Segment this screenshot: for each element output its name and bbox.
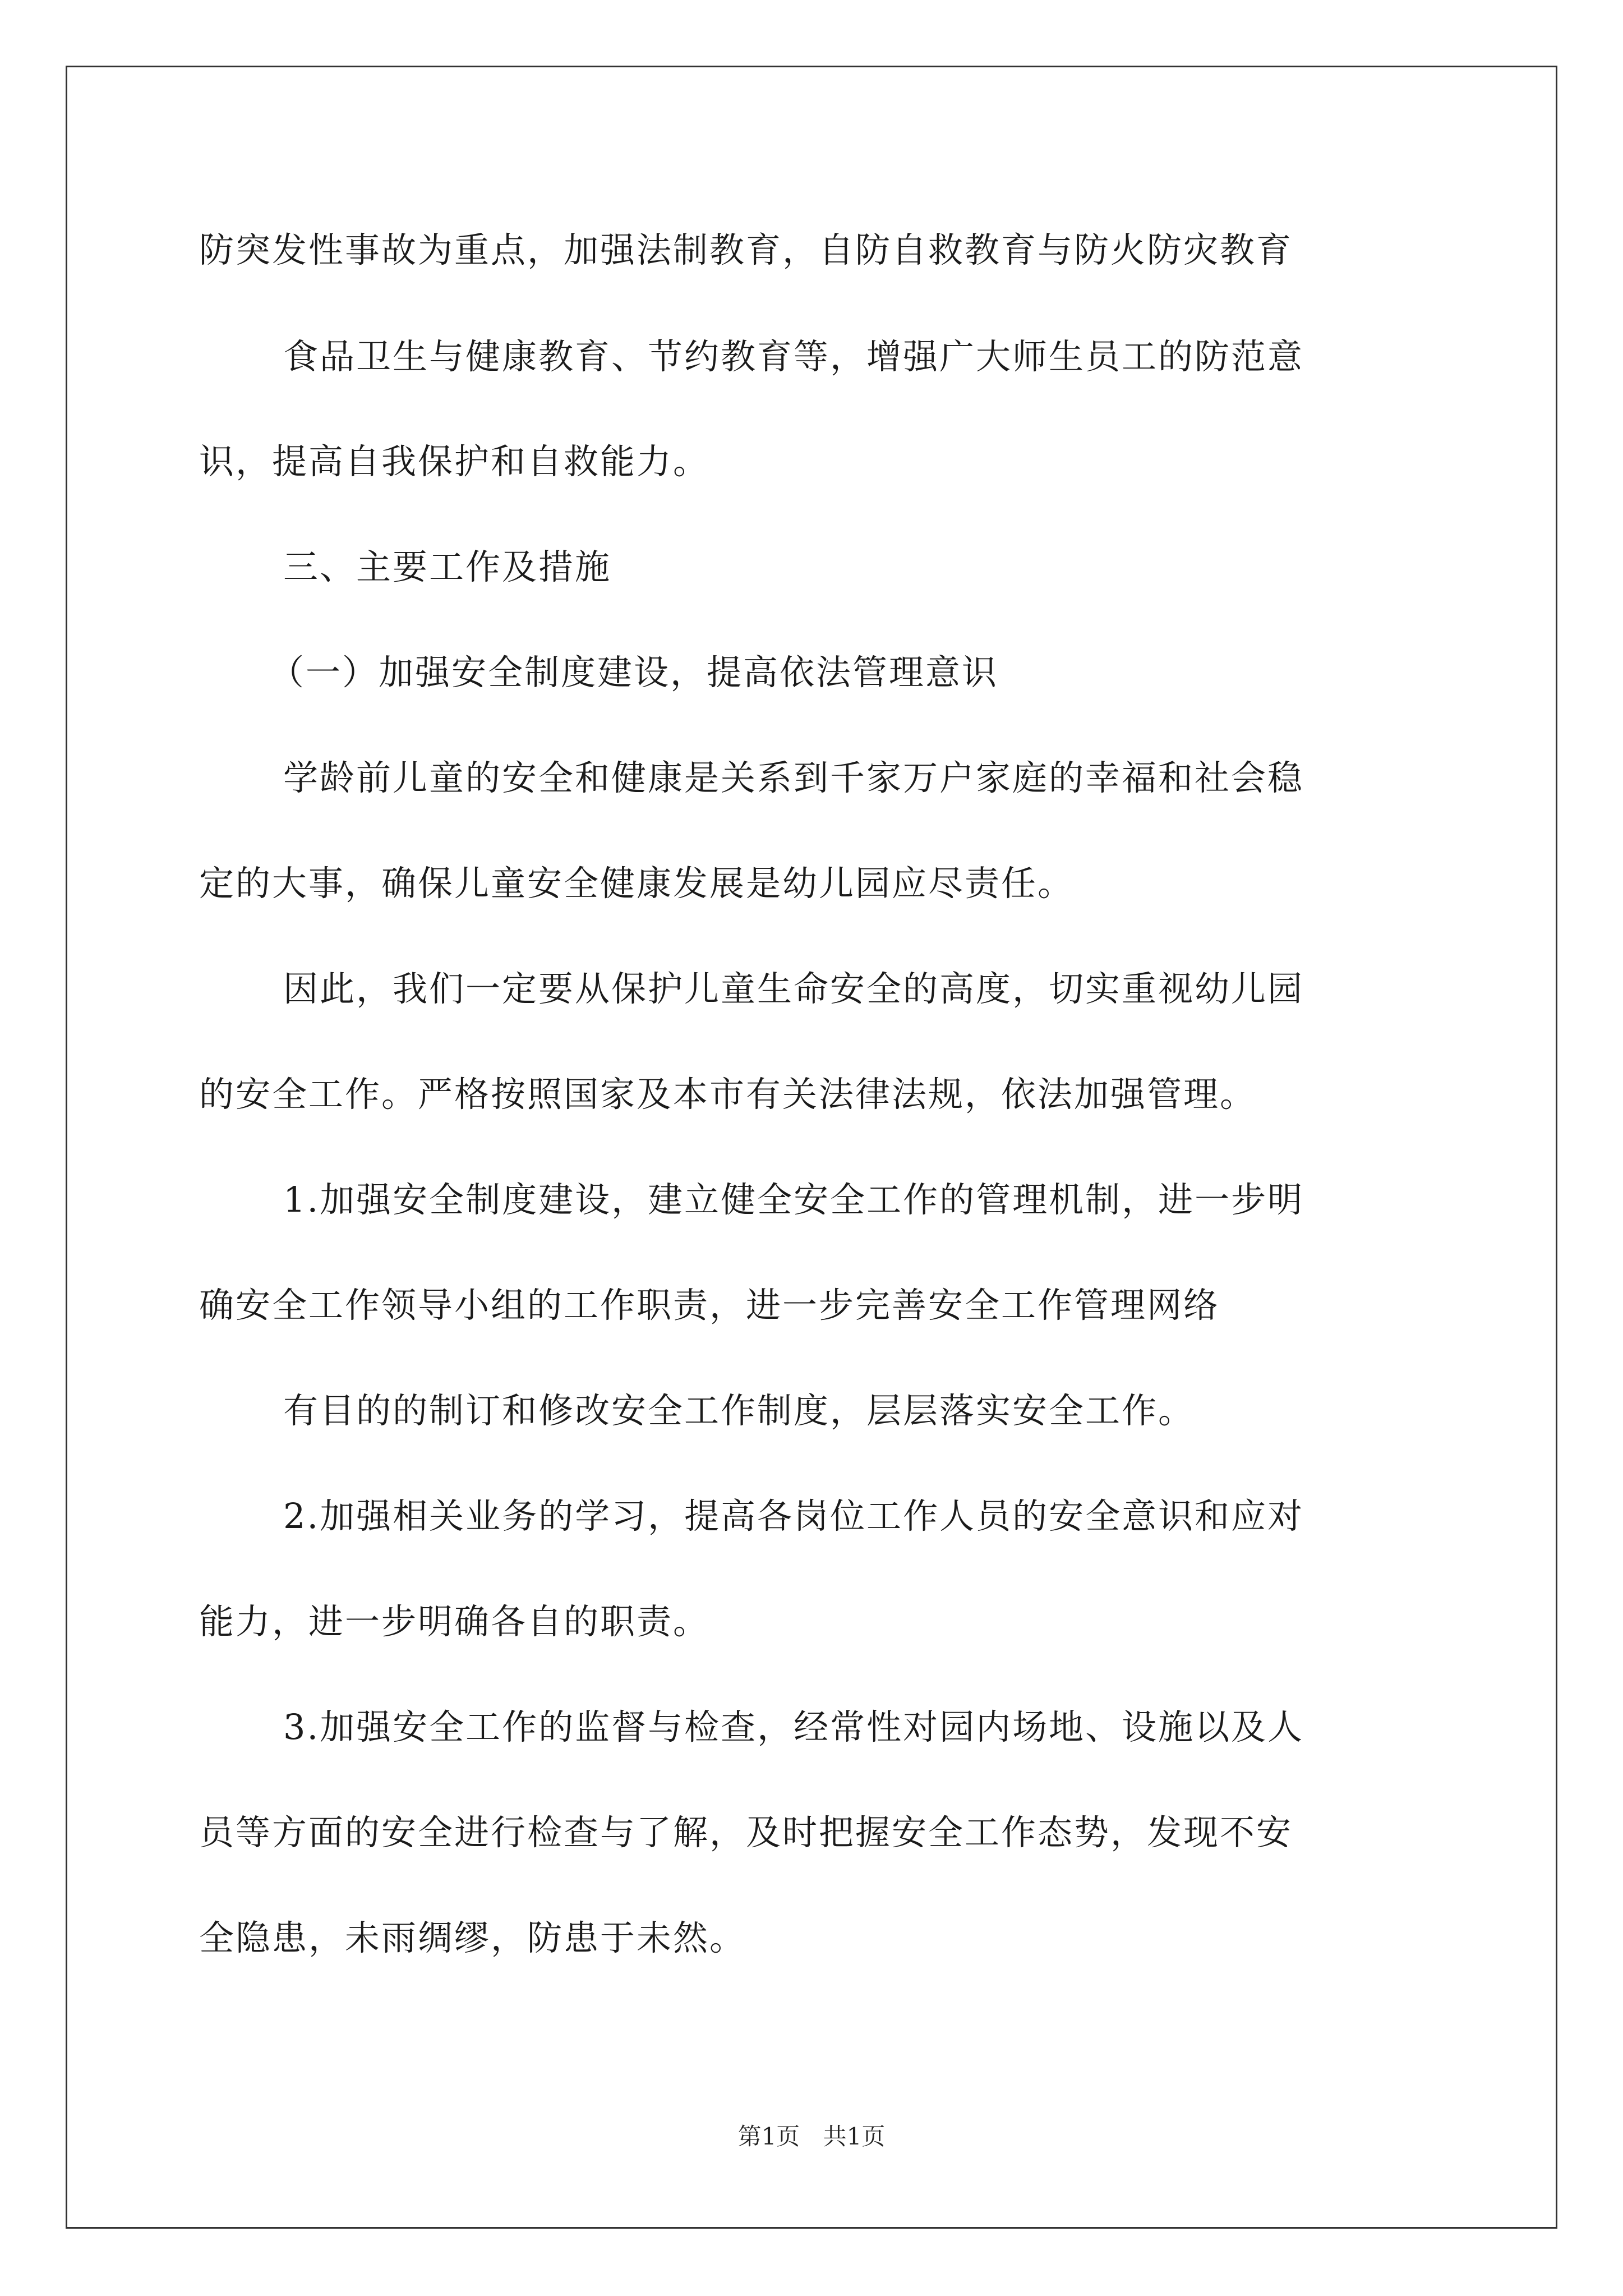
text-line: 食品卫生与健康教育、节约教育等，增强广大师生员工的防范意 xyxy=(283,336,1304,377)
page-total: 共1页 xyxy=(823,2123,886,2150)
list-item-3: 3.加强安全工作的监督与检查，经常性对园内场地、设施以及人 xyxy=(283,1706,1304,1747)
text-line: 防突发性事故为重点，加强法制教育，自防自救教育与防火防灾教育 xyxy=(199,229,1293,270)
subsection-heading: （一）加强安全制度建设，提高依法管理意识 xyxy=(269,652,999,693)
text-line: 学龄前儿童的安全和健康是关系到千家万户家庭的幸福和社会稳 xyxy=(283,757,1304,798)
text-line: 因此，我们一定要从保护儿童生命安全的高度，切实重视幼儿园 xyxy=(283,968,1304,1009)
section-heading: 三、主要工作及措施 xyxy=(283,546,612,587)
text-line: 能力，进一步明确各自的职责。 xyxy=(199,1601,710,1642)
text-line: 员等方面的安全进行检查与了解，及时把握安全工作态势，发现不安 xyxy=(199,1812,1293,1853)
text-line: 全隐患，未雨绸缪，防患于未然。 xyxy=(199,1917,746,1958)
text-line: 确安全工作领导小组的工作职责，进一步完善安全工作管理网络 xyxy=(199,1285,1220,1326)
list-item-1: 1.加强安全制度建设，建立健全安全工作的管理机制，进一步明 xyxy=(283,1179,1304,1220)
text-line: 有目的的制订和修改安全工作制度，层层落实安全工作。 xyxy=(283,1390,1195,1431)
page-footer xyxy=(0,2125,1623,2148)
text-line: 的安全工作。严格按照国家及本市有关法律法规，依法加强管理。 xyxy=(199,1074,1257,1115)
page-number: 第1页 xyxy=(737,2123,800,2150)
list-item-2: 2.加强相关业务的学习，提高各岗位工作人员的安全意识和应对 xyxy=(283,1496,1304,1536)
page-border xyxy=(66,66,1557,2229)
text-line: 识，提高自我保护和自救能力。 xyxy=(199,441,710,482)
text-line: 定的大事，确保儿童安全健康发展是幼儿园应尽责任。 xyxy=(199,863,1075,904)
